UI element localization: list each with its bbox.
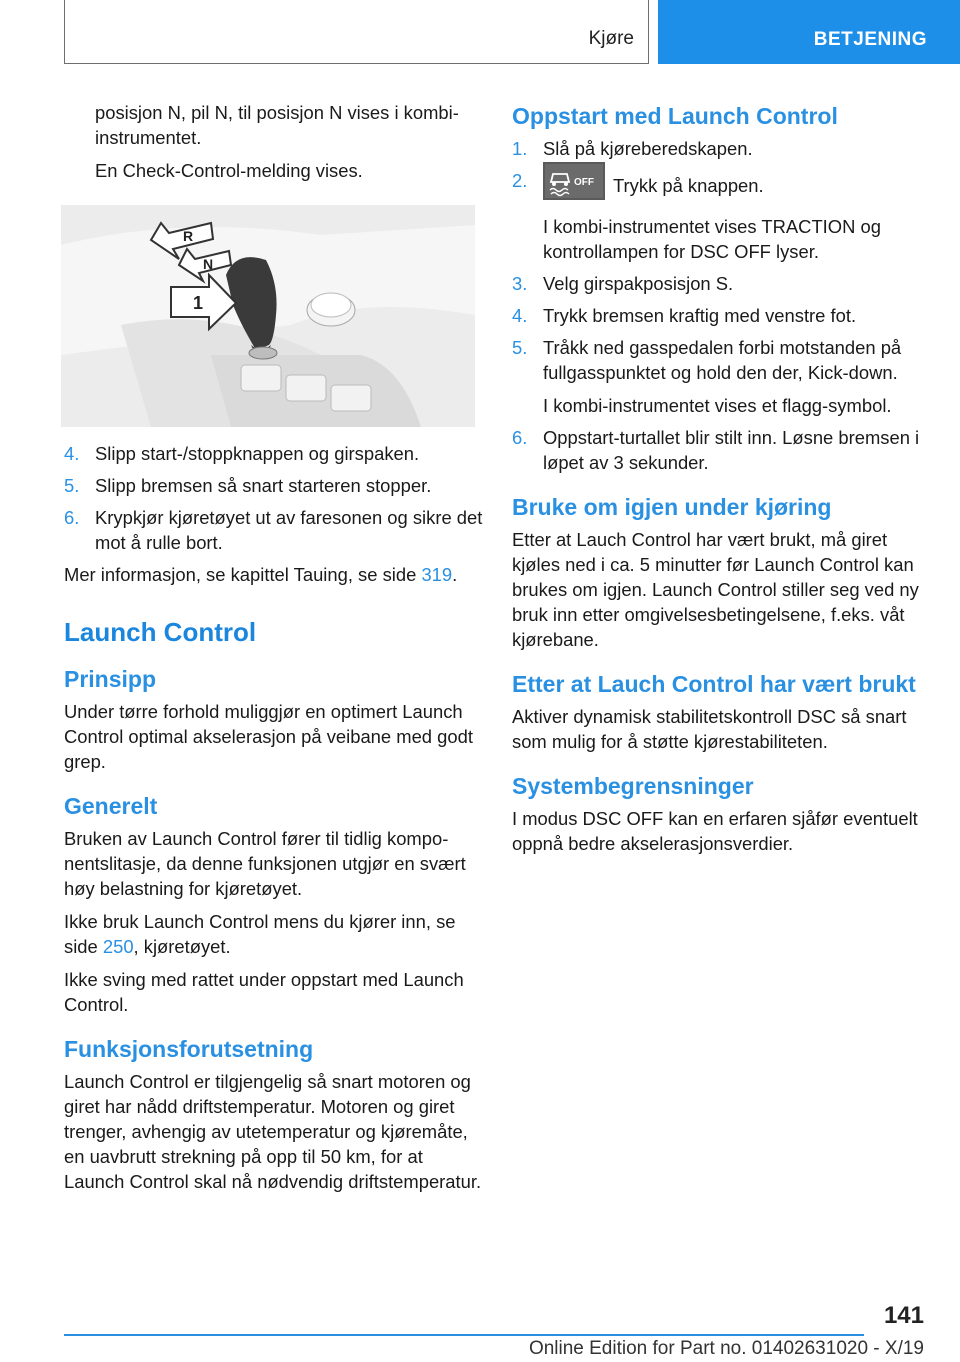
dsc-off-button-icon	[543, 162, 605, 200]
heading-generelt: Generelt	[64, 793, 158, 819]
list-item: 4. Slipp start-/stoppknappen og girspaken.	[64, 443, 420, 464]
heading-etter-bruk: Etter at Lauch Control har vært brukt	[512, 671, 916, 697]
gear-label-r: R	[183, 228, 194, 244]
list-item: 1. Slå på kjøreberedskapen.	[512, 138, 753, 159]
list-item: 5. Slipp bremsen så snart starteren stopper.	[64, 475, 432, 496]
list-item: 4. Trykk bremsen kraftig med venstre fot.	[512, 305, 857, 326]
dsc-off-icon-text: OFF	[574, 177, 594, 188]
list-item: 2. OFF Trykk på knappen. I kombi-instrumentet vises TRACTION og kontrollampen for DSC OFF lyser.	[512, 168, 932, 264]
heading-bruke-om-igjen: Bruke om igjen under kjøring	[512, 494, 832, 520]
list-item: 6. Krypkjør kjøretøyet ut av faresonen og sikre det mot å rulle bort.	[64, 507, 483, 553]
heading-systembegrensninger: Systembegrensninger	[512, 773, 754, 799]
footer-divider	[64, 1334, 864, 1336]
header-chapter-box	[658, 0, 960, 64]
paragraph-generelt-2: Ikke bruk Launch Control mens du kjører inn, se side 250, kjøretøyet.	[64, 911, 456, 957]
page-link-250[interactable]: 250	[102, 936, 134, 957]
paragraph-generelt-3: Ikke sving med rattet under oppstart med Launch Control.	[64, 969, 464, 1015]
gear-selector-illustration	[61, 205, 475, 427]
header-chapter-title: BETJENING	[813, 29, 927, 50]
list-item: 6. Oppstart-turtallet blir stilt inn. Løsne bremsen i løpet av 3 sekunder.	[512, 427, 920, 473]
gear-label-one: 1	[193, 293, 204, 313]
paragraph-etter-bruk: Aktiver dynamisk stabilitetskontroll DSC så snart som mulig for å støtte kjørestabiliteten.	[512, 706, 907, 752]
header-section-title: Kjøre	[588, 28, 634, 49]
paragraph-systembegrensninger: I modus DSC OFF kan en erfaren sjåfør eventuelt oppnå bedre akselerasjonsverdier.	[512, 808, 918, 854]
paragraph-funksjonsforutsetning: Launch Control er tilgjengelig så snart motoren og giret har nådd driftstemperatur. Motoren og giret trenger, avhengig av utetemperatur og kjøremåte, en uavbrutt strekning på opp til 50 km, for at Launch Control skal nå nødvendig driftstemperatur.	[64, 1071, 482, 1192]
page-link-319[interactable]: 319	[421, 564, 453, 585]
heading-funksjonsforutsetning: Funksjonsforutsetning	[64, 1036, 314, 1062]
paragraph-bruke-om-igjen: Etter at Lauch Control har vært brukt, må giret kjøles ned i ca. 5 minutter før Launch Control kan brukes om igjen. Launch Control stiller seg ved ny bruk inn etter omgivelsesbetingelsene, f.eks. våt kjørebane.	[512, 529, 919, 650]
paragraph-generelt-1: Bruken av Launch Control fører til tidlig komponentslitasje, da denne funksjonen utgjør en svært høy belastning for kjøretøyet.	[64, 828, 466, 899]
list-item: 5. Tråkk ned gasspedalen forbi motstanden på fullgasspunktet og hold den der, Kick-down. I kombi-instrumentet vises et flagg-symbol.	[512, 337, 902, 416]
intro-paragraph-2: En Check-Control-melding vises.	[95, 160, 363, 181]
list-item: 3. Velg girspakposisjon S.	[512, 273, 734, 294]
section-title-launch-control: Launch Control	[64, 617, 257, 647]
footer-edition: Online Edition for Part no. 01402631020 - X/19	[528, 1338, 924, 1359]
paragraph-prinsipp: Under tørre forhold muliggjør en optimert Launch Control optimal akselerasjon på veibane med godt grep.	[64, 701, 473, 772]
heading-oppstart: Oppstart med Launch Control	[512, 103, 838, 129]
heading-prinsipp: Prinsipp	[64, 666, 157, 692]
page-number: 141	[883, 1302, 924, 1329]
left-column	[64, 100, 484, 1202]
more-info-paragraph: Mer informasjon, se kapittel Tauing, se side 319.	[64, 564, 458, 585]
right-column	[512, 100, 932, 864]
gear-label-n: N	[203, 256, 214, 272]
intro-paragraph: posisjon N, pil N, til posisjon N vises i kombiinstrumentet.	[95, 102, 459, 148]
header-section-box	[64, 0, 649, 64]
